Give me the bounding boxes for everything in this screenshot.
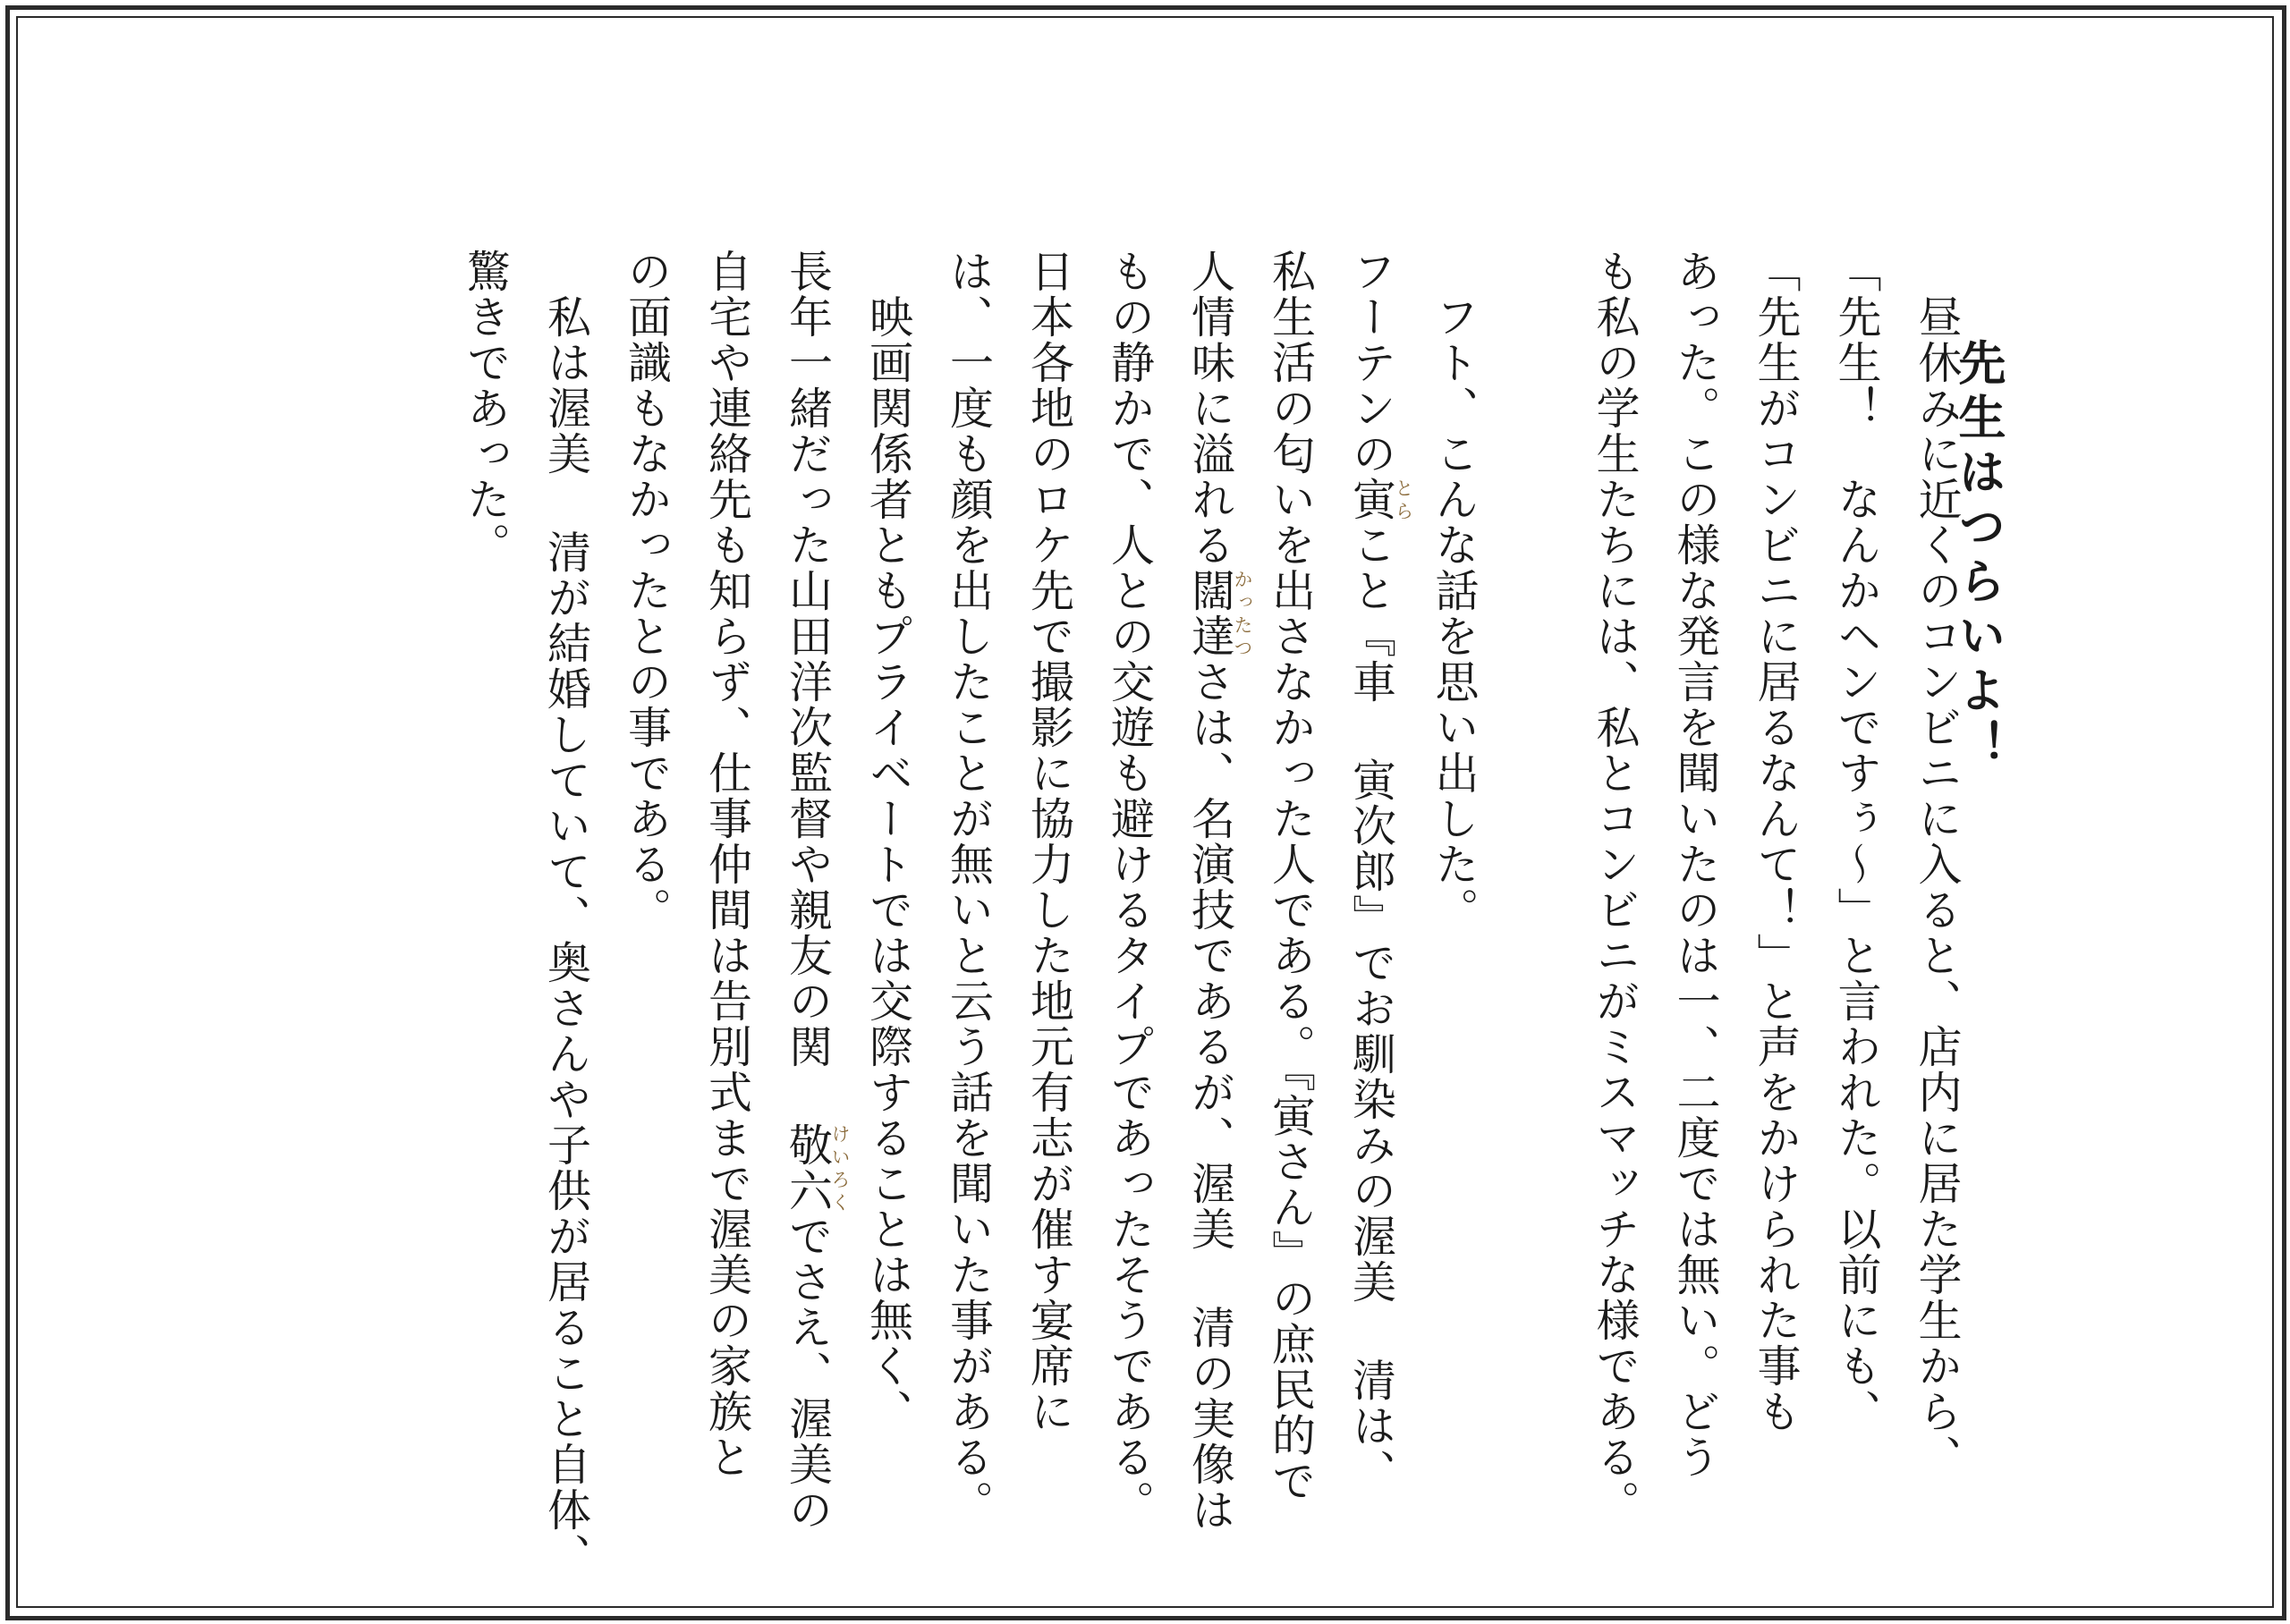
ruby-base: 敬六 <box>782 1122 834 1214</box>
ruby-reading: けいろく <box>829 1122 851 1214</box>
blank-line <box>1494 249 1574 1501</box>
paragraph-3 <box>929 249 1414 1533</box>
ruby-base: 寅 <box>1345 477 1397 522</box>
essay-title: 先生はつらいよ！ <box>1951 338 2006 774</box>
text-line: 映画関係者ともプライベートでは交際することは無く、 <box>862 294 914 1434</box>
text-line: 私は渥美 清が結婚していて、奥さんや子供が居ること自体、 <box>540 294 592 1578</box>
text-line: 『車 寅次郎』でお馴染みの渥美 清は、 <box>1345 613 1397 1494</box>
text-line: フト、こんな話を思い出した。 <box>1429 294 1480 933</box>
paragraph-2 <box>1413 249 1494 1501</box>
essay-body <box>445 249 1978 1578</box>
text-line: も私の学生たちには、私とコンビニがミスマッチな様である。 <box>1590 249 1641 1526</box>
ruby-reading: かったつ <box>1232 568 1253 659</box>
ruby-reading: とら <box>1393 477 1414 522</box>
text-line: の面識もなかったとの事である。 <box>621 249 673 933</box>
text-line: さは、名演技であるが、渥美 清の実像は <box>1184 659 1236 1533</box>
text-line: 驚きであった。 <box>460 249 512 568</box>
text-line: は、一度も顔を出したことが無いと云う話を聞いた事がある。 <box>943 249 995 1526</box>
text-line: 「先生！ なんかヘンですぅ〜」と言われた。以前にも、 <box>1831 249 1882 1434</box>
text-line: 私生活の匂いを出さなかった人である。『寅さん』の庶民的で <box>1265 249 1317 1504</box>
ruby-kattatsu <box>1184 568 1253 659</box>
text-line: 自宅や連絡先も知らず、仕事仲間は告別式まで渥美の家族と <box>701 249 753 1480</box>
text-line: 「先生がコンビニに居るなんて！」と声をかけられた事も <box>1751 249 1802 1434</box>
ruby-keiroku <box>782 1122 851 1214</box>
text-line: もの静かで、人との交遊も避けるタイプであったそうである。 <box>1104 249 1156 1526</box>
text-line: あった。この様な発言を聞いたのは一、二度では無い。どう <box>1670 249 1721 1480</box>
text-line: でさえ、渥美の <box>782 1214 834 1533</box>
text-line: 昼休みに近くのコンビニに入ると、店内に居た学生から、 <box>1912 294 1963 1480</box>
paragraph-1 <box>1574 249 1977 1526</box>
text-line: 長年一緒だった山田洋次監督や親友の関 <box>782 249 834 1122</box>
ruby-base: 闊達 <box>1184 568 1236 659</box>
ruby-tora <box>1345 477 1414 522</box>
text-line: 人情味に溢れる <box>1184 249 1236 568</box>
text-fragment: こと <box>1345 522 1397 613</box>
paragraph-5 <box>445 249 606 1578</box>
paragraph-4 <box>606 249 929 1533</box>
text-line: フーテンの <box>1345 249 1397 477</box>
text-line: 日本各地のロケ先で撮影に協力した地元有志が催す宴席に <box>1023 249 1075 1434</box>
